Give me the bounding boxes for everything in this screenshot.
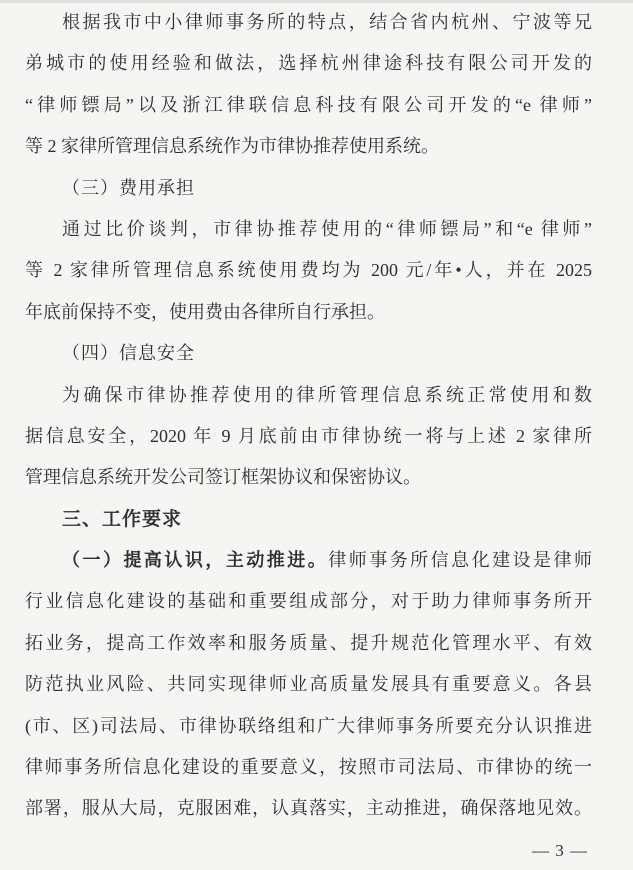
- paragraph-lead-in: （一）提高认识，主动推进。: [62, 550, 329, 571]
- body-line: 根据我市中小律师事务所的特点，结合省内杭州、宁波等兄: [62, 12, 592, 32]
- body-line: 拓业务，提高工作效率和服务质量、提升规范化管理水平、有效: [25, 632, 592, 653]
- body-line: 为确保市律协推荐使用的律所管理信息系统正常使用和数: [62, 384, 592, 405]
- body-line: 年底前保持不变，使用费由各律所自行承担。: [25, 301, 385, 322]
- body-line: [25, 540, 592, 581]
- body-line: (市、区)司法局、市律协联络组和广大律师事务所要充分认识推进: [25, 715, 592, 736]
- body-line-text: 律师事务所信息化建设是律师: [328, 550, 593, 571]
- body-line: 行业信息化建设的基础和重要组成部分，对于助力律师事务所开: [25, 591, 592, 612]
- body-line: 管理信息系统开发公司签订框架协议和保密协议。: [25, 467, 421, 488]
- body-line: 等 2 家律所管理信息系统使用费均为 200 元/年•人，并在 2025: [25, 260, 592, 281]
- body-line: 律师事务所信息化建设的重要意义，按照市司法局、市律协的统一: [25, 757, 592, 778]
- body-line: 据信息安全，2020 年 9 月底前由市律协统一将与上述 2 家律所: [25, 425, 592, 446]
- section-heading-cost: （三）费用承担: [62, 177, 195, 198]
- body-line: “律师镖局”以及浙江律联信息科技有限公司开发的“e 律师”: [25, 94, 592, 115]
- section-heading-requirements: 三、工作要求: [62, 508, 183, 530]
- body-line: 部署，服从大局，克服困难，认真落实，主动推进，确保落地见效。: [25, 798, 592, 819]
- page-number: — 3 —: [532, 840, 588, 860]
- body-line: 通过比价谈判，市律协推荐使用的“律师镖局”和“e 律师”: [62, 218, 592, 239]
- section-heading-security: （四）信息安全: [62, 343, 195, 364]
- body-line: 等 2 家律所管理信息系统作为市律协推荐使用系统。: [25, 136, 439, 157]
- body-line: 防范执业风险、共同实现律师业高质量发展具有重要意义。各县: [25, 674, 592, 695]
- document-body: [25, 2, 592, 870]
- body-line: 弟城市的使用经验和做法，选择杭州律途科技有限公司开发的: [25, 53, 592, 74]
